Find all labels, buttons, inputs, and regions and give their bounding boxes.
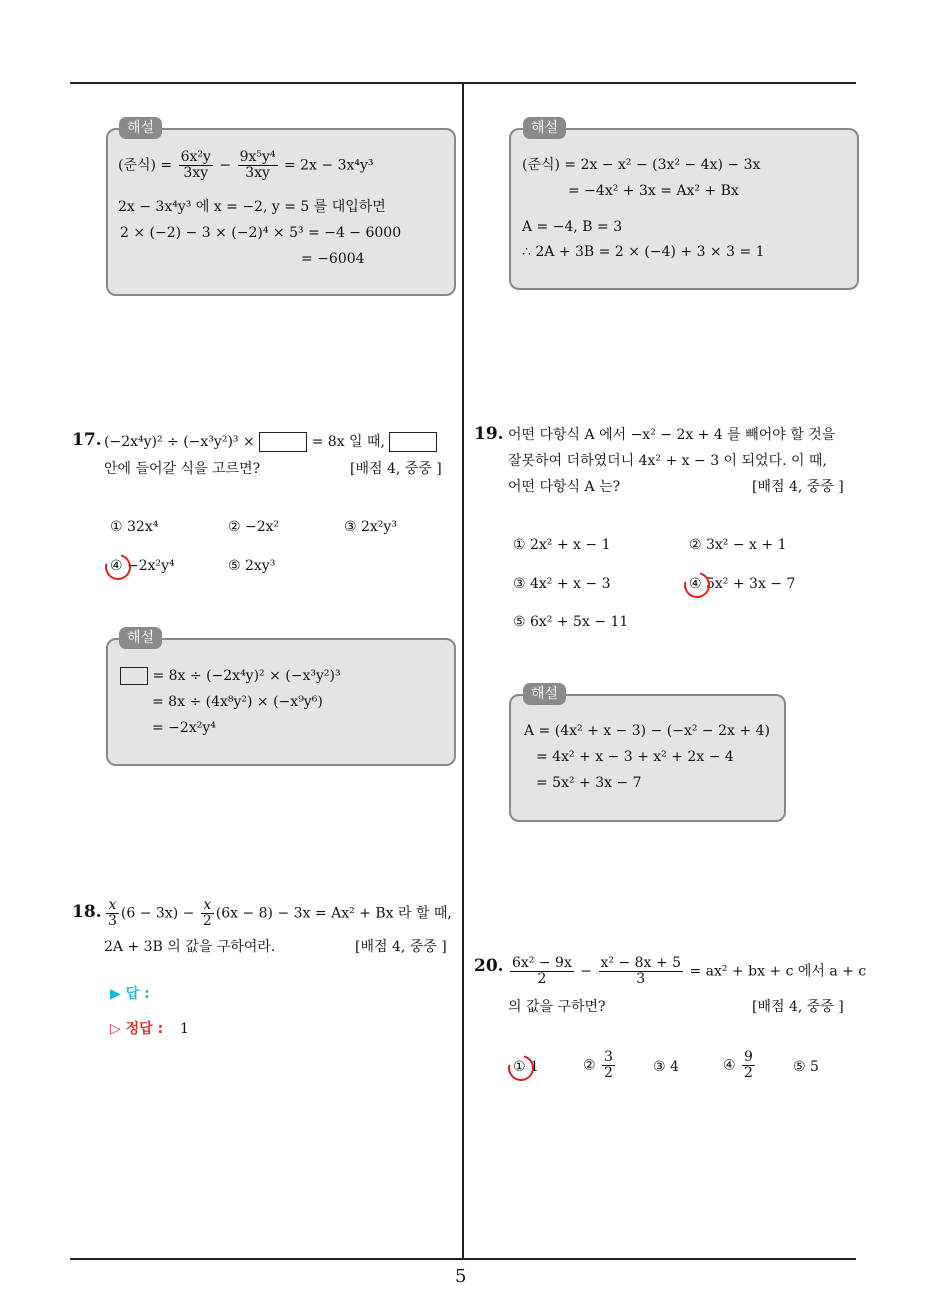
q17-sol-line1: = 8x ÷ (−2x⁴y)² × (−x³y²)³: [120, 667, 341, 685]
q20-line1: $\frac{\text{6x² − 9x}}{2}$ − $\frac{\text{x² − 8x + 5}}{3}$ = ax² + bx + c 에서 a + c: [512, 955, 867, 987]
explanation-tag: 해설: [523, 683, 566, 705]
answer-mark-circle: [503, 1050, 539, 1086]
q20-choice-5[interactable]: ⑤ 5: [793, 1059, 819, 1075]
fraction: $\frac{x}{3}$: [108, 897, 117, 929]
question-number-20: 20.: [474, 956, 504, 976]
q17-choice-2[interactable]: ② −2x²: [228, 519, 280, 535]
answer-blank: [389, 432, 437, 452]
q19-choice-1[interactable]: ① 2x² + x − 1: [513, 537, 611, 553]
q17-choice-5[interactable]: ⑤ 2xy³: [228, 558, 276, 574]
answer-input[interactable]: [180, 985, 300, 1003]
q17-sol-line2: = 8x ÷ (4x⁸y²) × (−x⁹y⁶): [152, 694, 323, 710]
q17-line1: (−2x⁴y)² ÷ (−x³y²)³ × = 8x 일 때,: [104, 432, 437, 452]
sol16-line1: (준식) = $\frac{\text{6x²y}}{3xy}$ − $\frac{\text{9x⁵y⁴}}{3xy}$ = 2x − 3x⁴y³: [118, 149, 374, 181]
q17-meta: [배점 4, 중중 ]: [350, 461, 442, 477]
fraction: $\frac{x}{2}$: [202, 897, 212, 929]
sol-tr-line4: ∴ 2A + 3B = 2 × (−4) + 3 × 3 = 1: [522, 244, 765, 260]
fraction: $\frac{\text{x² − 8x + 5}}{3}$: [600, 955, 681, 987]
answer-mark-circle: [679, 567, 715, 603]
q17-choice-3[interactable]: ③ 2x²y³: [344, 519, 397, 535]
q19-choice-4[interactable]: ④ 5x² + 3x − 7: [689, 576, 796, 592]
q19-choice-5[interactable]: ⑤ 6x² + 5x − 11: [513, 614, 629, 630]
fraction: $\frac{3}{2}$: [604, 1049, 613, 1081]
question-number-17: 17.: [72, 430, 102, 450]
q20-meta: [배점 4, 중중 ]: [752, 999, 844, 1015]
q17-choice-4[interactable]: ④ −2x²y⁴: [110, 558, 175, 574]
explanation-tag: 해설: [119, 627, 162, 649]
q20-choice-1[interactable]: ① 1: [513, 1059, 539, 1075]
q20-choice-3[interactable]: ③ 4: [653, 1059, 679, 1075]
column-divider: [462, 83, 464, 1259]
q18-line1: $\frac{x}{3}$ (6 − 3x) − $\frac{x}{2}$ (6x − 8) − 3x = Ax² + Bx 라 할 때,: [108, 897, 452, 929]
q17-line2: 안에 들어갈 식을 고르면?: [104, 461, 261, 477]
q20-choice-2[interactable]: ② $\frac{3}{2}$: [583, 1049, 613, 1081]
fraction: $\frac{\text{9x⁵y⁴}}{3xy}$: [239, 149, 276, 181]
q20-choice-4[interactable]: ④ $\frac{9}{2}$: [723, 1049, 753, 1081]
correct-answer-label: ▷ 정답 :: [110, 1021, 164, 1037]
page-number: 5: [455, 1266, 467, 1287]
explanation-tag: 해설: [523, 117, 566, 139]
q19-choice-3[interactable]: ③ 4x² + x − 3: [513, 576, 611, 592]
answer-blank: [259, 432, 307, 452]
q19-line2: 잘못하여 더하였더니 4x² + x − 3 이 되었다. 이 때,: [508, 453, 827, 469]
sol-tr-line1: (준식) = 2x − x² − (3x² − 4x) − 3x: [522, 157, 761, 173]
sol16-line2: 2x − 3x⁴y³ 에 x = −2, y = 5 를 대입하면: [118, 199, 386, 215]
explanation-box-15: [509, 128, 859, 290]
q18-line2: 2A + 3B 의 값을 구하여라.: [104, 939, 276, 955]
fraction: $\frac{9}{2}$: [744, 1049, 753, 1081]
q19-choice-2[interactable]: ② 3x² − x + 1: [689, 537, 787, 553]
explanation-tag: 해설: [119, 117, 162, 139]
q20-line2: 의 값을 구하면?: [508, 999, 606, 1015]
q19-meta: [배점 4, 중중 ]: [752, 479, 844, 495]
question-number-18: 18.: [72, 902, 102, 922]
q19-line1: 어떤 다항식 A 에서 −x² − 2x + 4 를 빼어야 할 것을: [508, 427, 836, 443]
bottom-rule: [70, 1258, 856, 1260]
question-number-19: 19.: [474, 424, 504, 444]
sol-tr-line3: A = −4, B = 3: [522, 219, 623, 235]
sol16-line3: 2 × (−2) − 3 × (−2)⁴ × 5³ = −4 − 6000: [120, 225, 402, 241]
q19-sol-line2: = 4x² + x − 3 + x² + 2x − 4: [536, 749, 734, 765]
correct-answer-value: 1: [180, 1021, 189, 1037]
sol16-line4: = −6004: [301, 251, 365, 267]
fraction: $\frac{\text{6x²y}}{3xy}$: [180, 149, 211, 181]
sol-tr-line2: = −4x² + 3x = Ax² + Bx: [568, 183, 739, 199]
q18-meta: [배점 4, 중중 ]: [355, 939, 447, 955]
answer-mark-circle: [100, 549, 136, 585]
fraction: $\frac{\text{6x² − 9x}}{2}$: [512, 955, 572, 987]
answer-blank: [120, 667, 148, 685]
q19-sol-line1: A = (4x² + x − 3) − (−x² − 2x + 4): [524, 723, 770, 739]
answer-label: ▶ 답 :: [110, 986, 150, 1002]
q19-sol-line3: = 5x² + 3x − 7: [536, 775, 642, 791]
q17-choice-1[interactable]: ① 32x⁴: [110, 519, 159, 535]
q17-sol-line3: = −2x²y⁴: [152, 720, 216, 736]
q19-line3: 어떤 다항식 A 는?: [508, 479, 621, 495]
